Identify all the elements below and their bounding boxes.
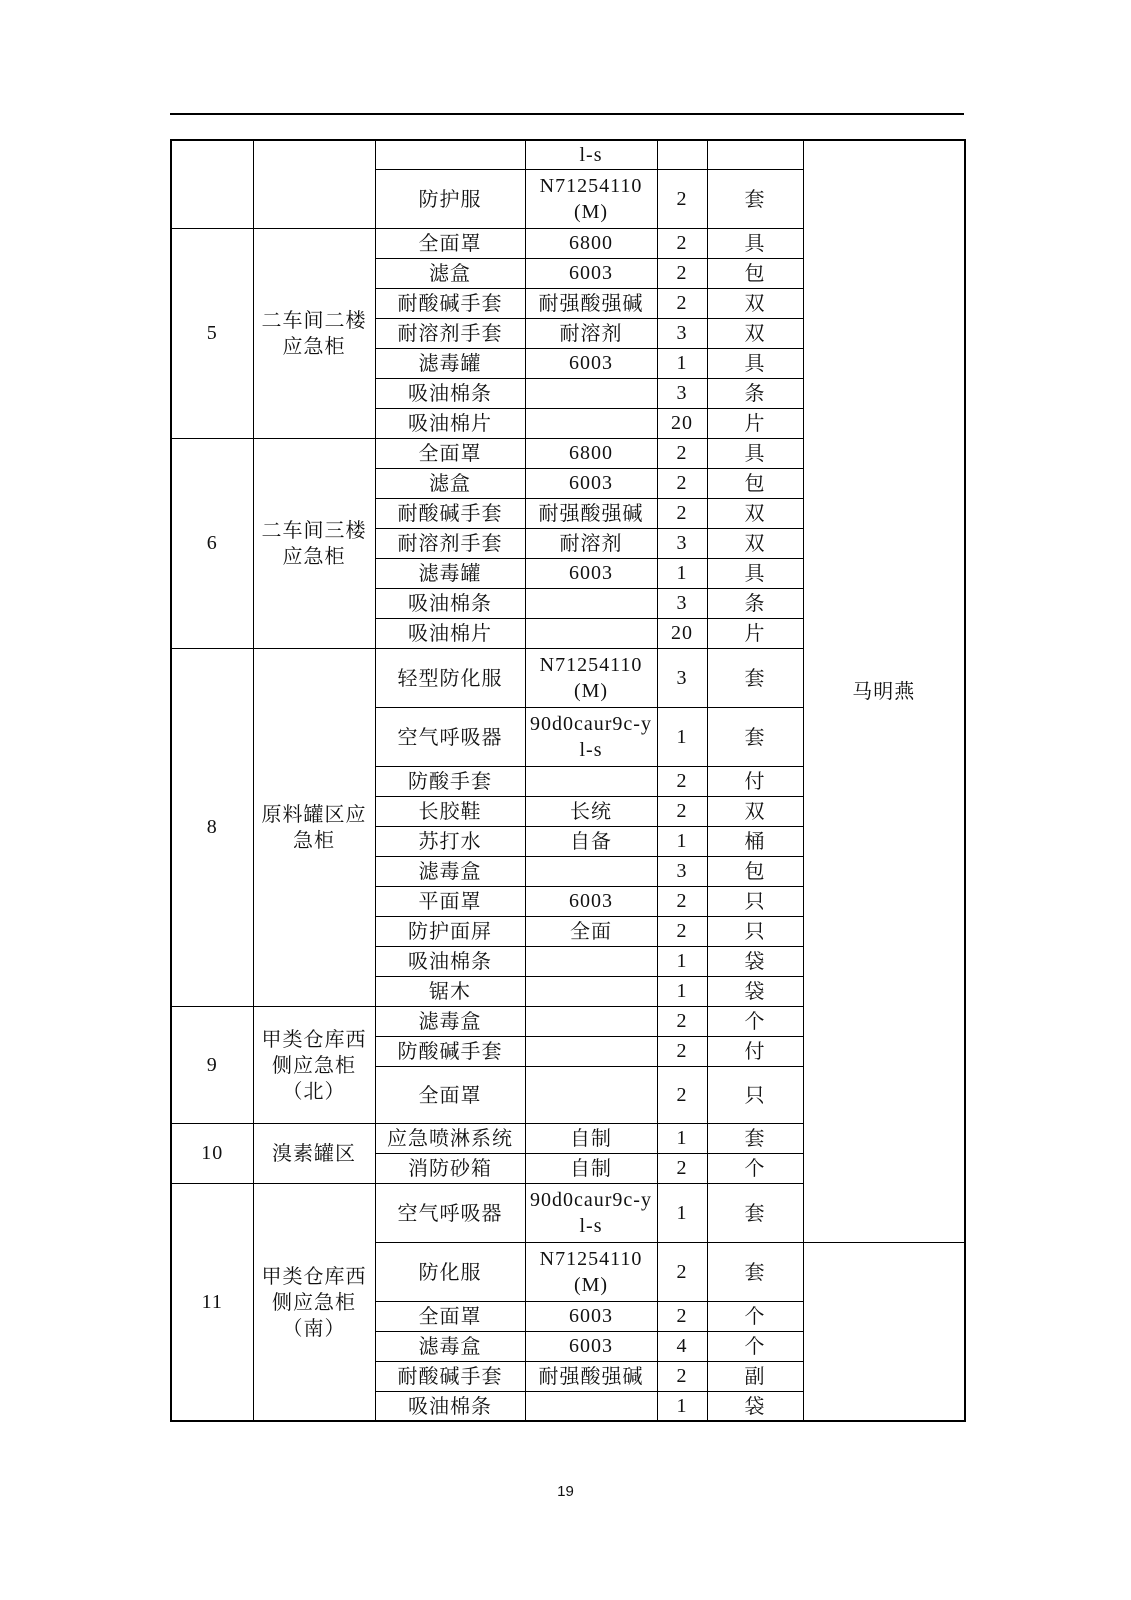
unit-cell: 套	[707, 648, 803, 707]
item-cell: 滤毒罐	[375, 558, 525, 588]
qty-cell: 20	[657, 408, 707, 438]
spec-cell: 耐强酸强碱	[525, 498, 657, 528]
location-cell: 二车间二楼应急柜	[253, 228, 375, 438]
item-cell: 全面罩	[375, 438, 525, 468]
spec-cell	[525, 766, 657, 796]
unit-cell: 桶	[707, 826, 803, 856]
unit-cell: 双	[707, 498, 803, 528]
item-cell: 防酸手套	[375, 766, 525, 796]
item-cell: 吸油棉片	[375, 618, 525, 648]
spec-cell	[525, 1391, 657, 1421]
unit-cell: 袋	[707, 976, 803, 1006]
no-cell: 10	[171, 1123, 253, 1183]
item-cell: 轻型防化服	[375, 648, 525, 707]
spec-cell: 耐溶剂	[525, 528, 657, 558]
item-cell	[375, 140, 525, 169]
item-cell: 空气呼吸器	[375, 1183, 525, 1242]
no-cell: 9	[171, 1006, 253, 1123]
spec-cell: 耐溶剂	[525, 318, 657, 348]
qty-cell: 1	[657, 826, 707, 856]
qty-cell: 3	[657, 378, 707, 408]
spec-cell: 长统	[525, 796, 657, 826]
unit-cell: 片	[707, 618, 803, 648]
item-cell: 吸油棉条	[375, 946, 525, 976]
unit-cell: 具	[707, 228, 803, 258]
qty-cell: 2	[657, 766, 707, 796]
unit-cell: 包	[707, 258, 803, 288]
qty-cell: 2	[657, 288, 707, 318]
unit-cell: 条	[707, 588, 803, 618]
unit-cell: 只	[707, 1066, 803, 1123]
no-cell: 8	[171, 648, 253, 1006]
item-cell: 滤毒盒	[375, 1331, 525, 1361]
unit-cell: 个	[707, 1006, 803, 1036]
unit-cell: 包	[707, 468, 803, 498]
unit-cell: 套	[707, 1123, 803, 1153]
unit-cell	[707, 140, 803, 169]
unit-cell: 只	[707, 916, 803, 946]
location-cell: 二车间三楼应急柜	[253, 438, 375, 648]
unit-cell: 套	[707, 169, 803, 228]
qty-cell: 2	[657, 1361, 707, 1391]
spec-cell	[525, 856, 657, 886]
qty-cell: 2	[657, 169, 707, 228]
spec-cell: 6003	[525, 348, 657, 378]
contact-cell: 马明燕	[803, 140, 965, 1242]
item-cell: 苏打水	[375, 826, 525, 856]
unit-cell: 双	[707, 528, 803, 558]
unit-cell: 双	[707, 796, 803, 826]
unit-cell: 具	[707, 558, 803, 588]
emergency-equipment-table	[170, 139, 966, 1422]
location-cell: 甲类仓库西侧应急柜（北）	[253, 1006, 375, 1123]
spec-cell	[525, 1036, 657, 1066]
item-cell: 全面罩	[375, 1066, 525, 1123]
qty-cell: 1	[657, 558, 707, 588]
item-cell: 耐酸碱手套	[375, 288, 525, 318]
qty-cell: 2	[657, 1301, 707, 1331]
unit-cell: 个	[707, 1301, 803, 1331]
qty-cell: 2	[657, 468, 707, 498]
qty-cell: 2	[657, 1153, 707, 1183]
unit-cell: 双	[707, 288, 803, 318]
item-cell: 消防砂箱	[375, 1153, 525, 1183]
unit-cell: 付	[707, 766, 803, 796]
spec-cell: 自制	[525, 1123, 657, 1153]
qty-cell: 1	[657, 348, 707, 378]
item-cell: 平面罩	[375, 886, 525, 916]
spec-cell	[525, 946, 657, 976]
item-cell: 全面罩	[375, 1301, 525, 1331]
unit-cell: 袋	[707, 1391, 803, 1421]
spec-cell: 全面	[525, 916, 657, 946]
no-cell: 5	[171, 228, 253, 438]
qty-cell: 1	[657, 1183, 707, 1242]
spec-cell: 自制	[525, 1153, 657, 1183]
spec-cell: 6003	[525, 468, 657, 498]
qty-cell: 2	[657, 1006, 707, 1036]
unit-cell: 付	[707, 1036, 803, 1066]
qty-cell: 4	[657, 1331, 707, 1361]
item-cell: 滤毒罐	[375, 348, 525, 378]
item-cell: 应急喷淋系统	[375, 1123, 525, 1153]
item-cell: 耐溶剂手套	[375, 528, 525, 558]
spec-cell	[525, 408, 657, 438]
location-cell: 溴素罐区	[253, 1123, 375, 1183]
location-cell: 原料罐区应急柜	[253, 648, 375, 1006]
qty-cell: 20	[657, 618, 707, 648]
item-cell: 全面罩	[375, 228, 525, 258]
spec-cell: 90d0caur9c-yl-s	[525, 707, 657, 766]
qty-cell: 2	[657, 886, 707, 916]
qty-cell: 1	[657, 707, 707, 766]
unit-cell: 片	[707, 408, 803, 438]
spec-cell: N71254110(M)	[525, 1242, 657, 1301]
qty-cell: 1	[657, 1123, 707, 1153]
qty-cell: 2	[657, 1036, 707, 1066]
qty-cell: 2	[657, 228, 707, 258]
page-number: 19	[557, 1483, 574, 1500]
location-cell: 甲类仓库西侧应急柜（南）	[253, 1183, 375, 1421]
location-cell	[253, 140, 375, 228]
qty-cell: 1	[657, 1391, 707, 1421]
unit-cell: 条	[707, 378, 803, 408]
table-row	[171, 140, 965, 169]
item-cell: 吸油棉条	[375, 378, 525, 408]
item-cell: 耐溶剂手套	[375, 318, 525, 348]
unit-cell: 包	[707, 856, 803, 886]
spec-cell	[525, 1066, 657, 1123]
qty-cell: 2	[657, 1242, 707, 1301]
spec-cell: 自备	[525, 826, 657, 856]
item-cell: 防护面屏	[375, 916, 525, 946]
qty-cell: 3	[657, 856, 707, 886]
qty-cell: 1	[657, 946, 707, 976]
unit-cell: 具	[707, 348, 803, 378]
spec-cell: 6800	[525, 438, 657, 468]
spec-cell	[525, 1006, 657, 1036]
spec-cell: 耐强酸强碱	[525, 288, 657, 318]
item-cell: 锯木	[375, 976, 525, 1006]
spec-cell: l-s	[525, 140, 657, 169]
unit-cell: 套	[707, 1242, 803, 1301]
unit-cell: 个	[707, 1153, 803, 1183]
item-cell: 滤毒盒	[375, 856, 525, 886]
spec-cell	[525, 378, 657, 408]
spec-cell	[525, 976, 657, 1006]
header-rule	[170, 113, 964, 115]
unit-cell: 只	[707, 886, 803, 916]
qty-cell: 2	[657, 916, 707, 946]
unit-cell: 个	[707, 1331, 803, 1361]
qty-cell: 3	[657, 588, 707, 618]
item-cell: 防酸碱手套	[375, 1036, 525, 1066]
item-cell: 耐酸碱手套	[375, 1361, 525, 1391]
no-cell	[171, 140, 253, 228]
spec-cell	[525, 588, 657, 618]
item-cell: 空气呼吸器	[375, 707, 525, 766]
spec-cell: N71254110(M)	[525, 169, 657, 228]
item-cell: 滤毒盒	[375, 1006, 525, 1036]
unit-cell: 具	[707, 438, 803, 468]
qty-cell: 2	[657, 498, 707, 528]
unit-cell: 副	[707, 1361, 803, 1391]
spec-cell	[525, 618, 657, 648]
spec-cell: 耐强酸强碱	[525, 1361, 657, 1391]
unit-cell: 套	[707, 1183, 803, 1242]
unit-cell: 双	[707, 318, 803, 348]
qty-cell: 1	[657, 976, 707, 1006]
spec-cell: 6003	[525, 1301, 657, 1331]
spec-cell: 90d0caur9c-yl-s	[525, 1183, 657, 1242]
unit-cell: 袋	[707, 946, 803, 976]
qty-cell	[657, 140, 707, 169]
qty-cell: 3	[657, 318, 707, 348]
spec-cell: 6003	[525, 886, 657, 916]
no-cell: 11	[171, 1183, 253, 1421]
spec-cell: N71254110(M)	[525, 648, 657, 707]
qty-cell: 2	[657, 796, 707, 826]
item-cell: 吸油棉条	[375, 588, 525, 618]
item-cell: 防化服	[375, 1242, 525, 1301]
spec-cell: 6003	[525, 558, 657, 588]
no-cell: 6	[171, 438, 253, 648]
qty-cell: 2	[657, 438, 707, 468]
item-cell: 滤盒	[375, 468, 525, 498]
item-cell: 耐酸碱手套	[375, 498, 525, 528]
spec-cell: 6003	[525, 258, 657, 288]
item-cell: 吸油棉片	[375, 408, 525, 438]
qty-cell: 3	[657, 648, 707, 707]
spec-cell: 6800	[525, 228, 657, 258]
item-cell: 滤盒	[375, 258, 525, 288]
spec-cell: 6003	[525, 1331, 657, 1361]
unit-cell: 套	[707, 707, 803, 766]
item-cell: 防护服	[375, 169, 525, 228]
qty-cell: 2	[657, 1066, 707, 1123]
item-cell: 长胶鞋	[375, 796, 525, 826]
qty-cell: 3	[657, 528, 707, 558]
qty-cell: 2	[657, 258, 707, 288]
item-cell: 吸油棉条	[375, 1391, 525, 1421]
